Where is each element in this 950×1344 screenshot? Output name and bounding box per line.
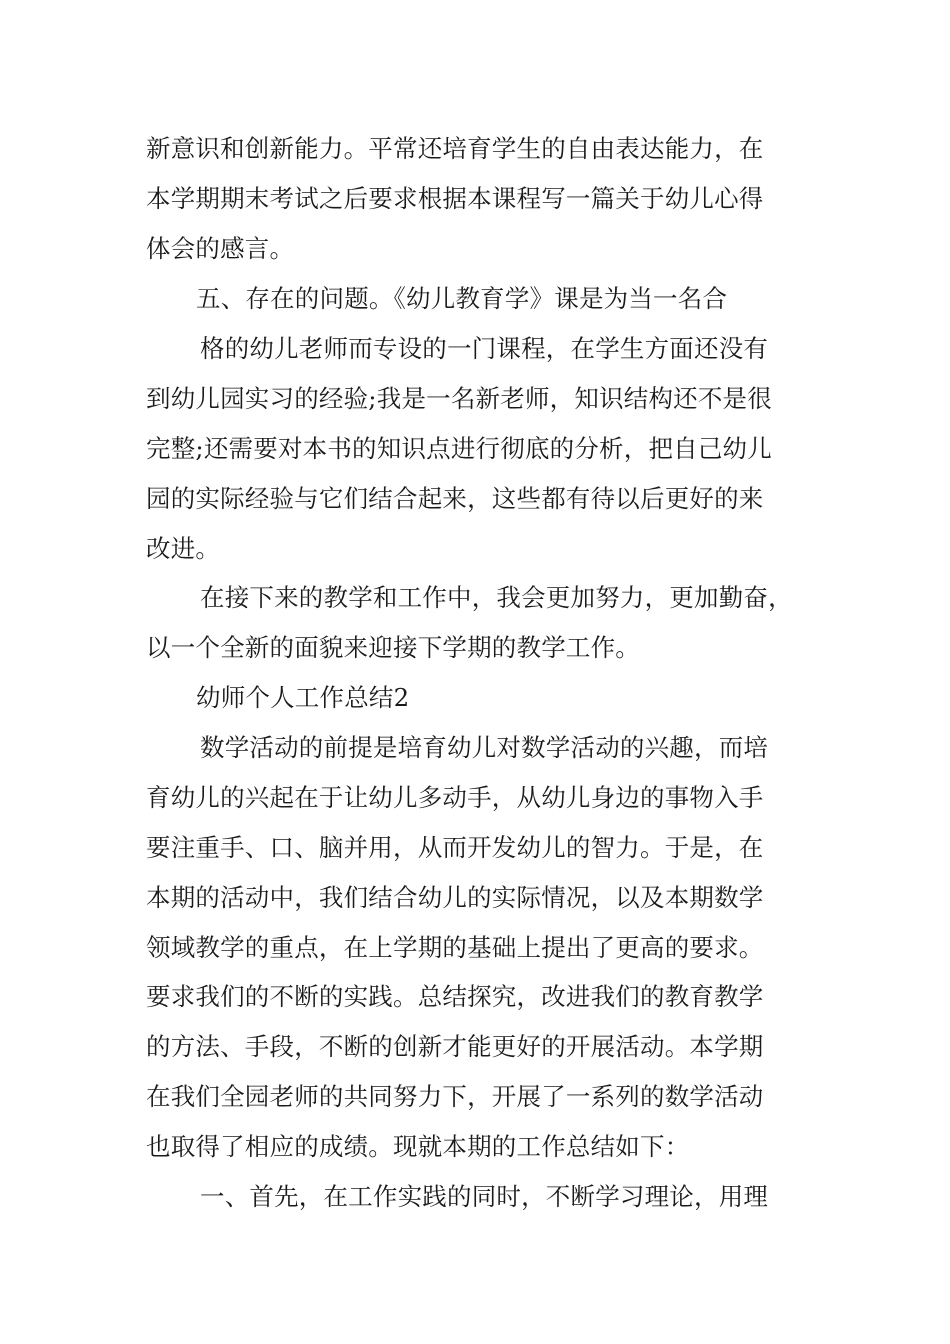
- text-line: 改进。: [146, 534, 221, 563]
- section-title: 幼师个人工作总结2: [196, 683, 410, 712]
- text-line: 在接下来的教学和工作中，我会更加努力，更加勤奋，: [200, 583, 793, 612]
- text-line: 体会的感言。: [146, 234, 295, 263]
- text-line: 一、首先，在工作实践的同时，不断学习理论，用理: [200, 1182, 769, 1211]
- text-line: 在我们全园老师的共同努力下，开展了一系列的数学活动: [146, 1082, 764, 1111]
- text-line: 到幼儿园实习的经验;我是一名新老师，知识结构还不是很: [146, 384, 772, 413]
- text-line: 完整;还需要对本书的知识点进行彻底的分析，把自己幼儿: [146, 434, 772, 463]
- text-line: 新意识和创新能力。平常还培育学生的自由表达能力，在: [146, 134, 764, 163]
- text-line: 园的实际经验与它们结合起来，这些都有待以后更好的来: [146, 484, 764, 513]
- text-line: 数学活动的前提是培育幼儿对数学活动的兴趣，而培: [200, 733, 769, 762]
- text-line: 的方法、手段，不断的创新才能更好的开展活动。本学期: [146, 1032, 764, 1061]
- text-line: 育幼儿的兴起在于让幼儿多动手，从幼儿身边的事物入手: [146, 783, 764, 812]
- text-line: 本学期期末考试之后要求根据本课程写一篇关于幼儿心得: [146, 184, 764, 213]
- text-line: 本期的活动中，我们结合幼儿的实际情况，以及本期数学: [146, 883, 764, 912]
- text-line: 格的幼儿老师而专设的一门课程，在学生方面还没有: [200, 334, 769, 363]
- section-heading: 五、存在的问题。《幼儿教育学》课是为当一名合: [196, 284, 728, 313]
- text-line: 要注重手、口、脑并用，从而开发幼儿的智力。于是，在: [146, 833, 764, 862]
- text-line: 也取得了相应的成绩。现就本期的工作总结如下：: [146, 1132, 690, 1161]
- text-line: 以一个全新的面貌来迎接下学期的教学工作。: [146, 633, 640, 662]
- text-line: 领域教学的重点，在上学期的基础上提出了更高的要求。: [146, 933, 764, 962]
- text-line: 要求我们的不断的实践。总结探究，改进我们的教育教学: [146, 982, 764, 1011]
